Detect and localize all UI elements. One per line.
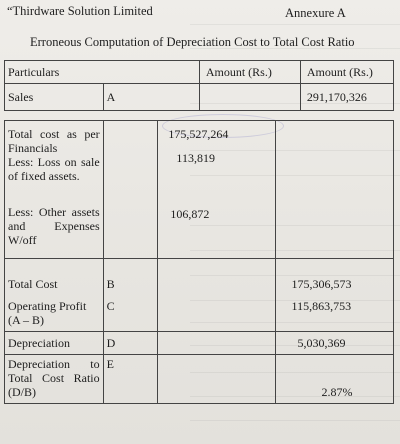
sales-ref: A (103, 84, 199, 111)
depreciation-amount: 5,030,369 (275, 332, 393, 355)
company-title: “Thirdware Solution Limited (7, 4, 153, 18)
total-cost-amount-2 (275, 259, 393, 332)
ratio-amount: 2.87% (321, 385, 353, 399)
operating-profit-amount: 115,863,753 (291, 299, 352, 313)
cost-breakdown-amounts (158, 121, 275, 259)
table-row-depreciation (5, 332, 394, 355)
table-row-cost-breakdown (5, 121, 394, 259)
total-cost-financials-amount: 175,527,264 (168, 127, 229, 141)
total-cost-financials-label: Total cost as per Financials (8, 127, 100, 155)
total-cost-amount: 175,306,573 (291, 277, 352, 291)
sales-table (4, 60, 394, 111)
depreciation-ref: D (103, 332, 158, 355)
cost-breakdown-labels (5, 121, 104, 259)
ratio-label-text: Depreciation to Total Cost Ratio (D/B) (8, 357, 100, 399)
sales-amount-2: 291,170,326 (300, 84, 393, 111)
header-particulars: Particulars (5, 61, 200, 84)
table-header-row (5, 61, 394, 84)
sales-amount-1 (199, 84, 300, 111)
less-loss-label: Less: Loss on sale of fixed assets. (8, 155, 100, 183)
total-cost-label (5, 259, 104, 332)
document-subtitle: Erroneous Computation of Depreciation Cost to Total Cost Ratio (30, 35, 355, 49)
total-cost-label-text: Total Cost (8, 277, 58, 291)
operating-profit-label: Operating Profit (A – B) (8, 299, 87, 327)
header-amount-1: Amount (Rs.) (199, 61, 300, 84)
cost-breakdown-amount-2 (275, 121, 393, 259)
total-cost-amount-1 (158, 259, 275, 332)
cost-table (4, 120, 394, 404)
cost-breakdown-ref (103, 121, 158, 259)
less-loss-amount: 113,819 (176, 151, 215, 165)
sales-label: Sales (5, 84, 104, 111)
total-cost-ref (103, 259, 158, 332)
bleed-through-line (190, 420, 400, 421)
table-row-sales (5, 84, 394, 111)
annexure-label: Annexure A (285, 6, 346, 20)
depreciation-label: Depreciation (5, 332, 104, 355)
depreciation-amount-1 (158, 332, 275, 355)
ratio-amount-cell (275, 355, 393, 404)
ratio-amount-1 (158, 355, 275, 404)
less-other-label: Less: Other assets and Expenses W/off (8, 205, 100, 247)
table-row-total-cost (5, 259, 394, 332)
less-other-amount: 106,872 (170, 207, 210, 221)
total-cost-ref-text: B (106, 277, 115, 291)
bleed-through-line (190, 24, 400, 25)
table-row-ratio (5, 355, 394, 404)
ratio-label (5, 355, 104, 404)
operating-profit-ref: C (106, 299, 115, 313)
header-amount-2: Amount (Rs.) (300, 61, 393, 84)
ratio-ref: E (103, 355, 158, 404)
